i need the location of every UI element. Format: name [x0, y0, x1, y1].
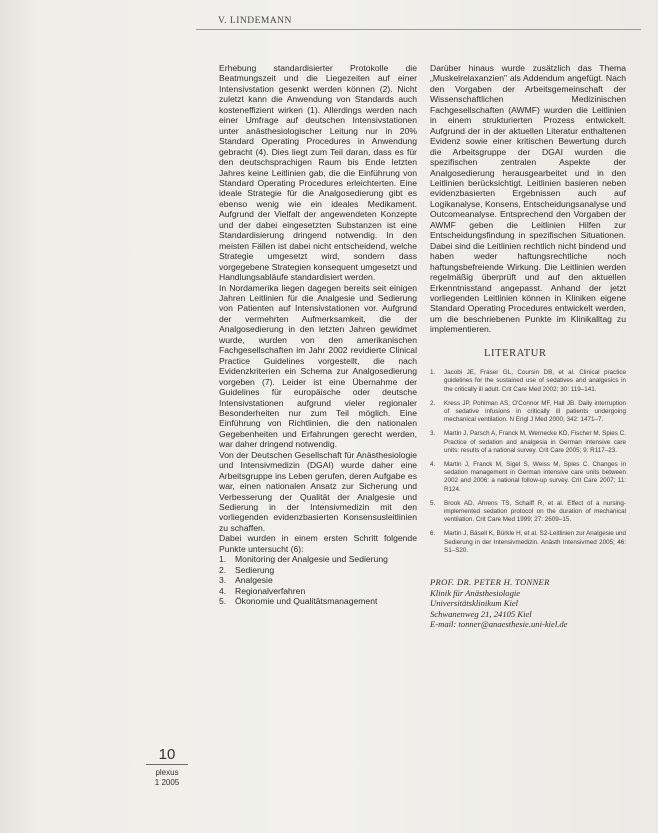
list-item-text: Regionalverfahren: [235, 585, 306, 596]
list-item-number: 4.: [219, 585, 227, 596]
folio-rule: [146, 764, 188, 765]
reference-text: Brook AD, Ahrens TS, Schaiff R, et al. Effect of a nursing-implemented sedation protocol on the duration of mechanical ventilation. Crit Care Med 1999; 27: 2609–15.: [444, 499, 626, 524]
reference-item: [430, 430, 626, 455]
list-item: [219, 554, 417, 564]
reference-item: [430, 400, 626, 425]
list-item-number: 1.: [219, 554, 227, 565]
reference-number: 1.: [430, 369, 436, 377]
author-name: PROF. DR. PETER H. TONNER: [430, 577, 550, 588]
list-item: [219, 565, 417, 575]
body-paragraph: Erhebung standardisierter Protokolle die Beatmungszeit und die Liegezeiten auf einer Intensivstation gesenkt werden können (2). Nicht zuletzt kann die Anwendung von Standards auch kosteneffizient wirken (1). Allerdings werden nach einer Umfrage auf deutschen Intensivstationen unter anästhesiologischer Leitung nur in 20% Standard Operating Procedures in Anwendung gebracht (4). Dies liegt zum Teil daran, dass es für den deutschsprachigen Raum bis Ende letzten Jahres keine Leitlinien gab, die die Einführung von Standard Operating Procedures erleichterten. Eine ideale Strategie für die Analgosedierung gibt es ebenso wenig wie ein ideales Medikament. Aufgrund der Vielfalt der angewendeten Konzepte und der dabei eingesetzten Substanzen ist eine Standardisierung dringend notwendig. In den meisten Fällen ist dabei nicht entscheidend, welche Strategie umgesetzt wird, sondern dass vorgegebene Strategien konsequent umgesetzt und Handlungsabläufe standardisiert werden.: [219, 63, 417, 283]
reference-item: [430, 461, 626, 494]
list-item-text: Monitoring der Analgesie und Sedierung: [235, 554, 388, 565]
page-number: 10: [158, 746, 176, 763]
address-line: Schwanenweg 21, 24105 Kiel: [430, 608, 532, 619]
header-rule: [196, 29, 641, 30]
reference-number: 4.: [430, 461, 436, 469]
reference-text: Martin J, Franck M, Sigel S, Weiss M, Spies C. Changes in sedation management in German intensive care units between 2002 and 2006: a national follow-up survey. Crit Care 2007; 11: R124.: [444, 461, 626, 493]
list-item-number: 2.: [219, 564, 227, 575]
list-item: [219, 586, 417, 596]
reference-text: Kress JP, Pohlman AS, O'Connor MF, Hall JB. Daily interruption of sedative infusions in critically ill patients undergoing mechanical ventilation. N Engl J Med 2000; 342: 1471–7.: [444, 399, 626, 424]
list-item: [219, 575, 417, 585]
reference-text: Martin J, Parsch A, Franck M, Wernecke KD, Fischer M, Spies C. Practice of sedation and analgesia in German intensive care units: results of a national survey. Crit Care 2005; 9: R117–23.: [444, 430, 626, 454]
reference-number: 6.: [430, 530, 436, 538]
body-paragraph: Darüber hinaus wurde zusätzlich das Thema „Muskelrelaxanzien" als Addendum angefügt. Nach den Vorgaben der Arbeitsgemeinschaft der Wissenschaftlichen Medizinischen Fachgesellschaften (AWMF) wurden die Leitlinien in einem strukturierten Prozess entwickelt. Aufgrund der in der aktuellen Literatur enthaltenen Evidenz sowie einer kritischen Bewertung durch die Arbeitsgruppe der DGAI wurden die spezifischen zentralen Aspekte der Analgosedierung herausgearbeitet und in den Leitlinien berücksichtigt. Leitlinien basieren neben evidenzbasierten Ergebnissen auch auf Logikanalyse, Konsens, Entscheidungsanalyse und Outcomeanalyse. Entsprechend den Vorgaben der AWMF geben die Leitlinien Hilfen zur Entscheidungsfindung in spezifischen Situationen. Dabei sind die Leitlinien rechtlich nicht bindend und haben weder haftungsrechtliche noch haftungsbefreiende Wirkung. Die Leitlinien werden regelmäßig überprüft und auf den aktuellen Erkenntnisstand angepasst. Anhand der jetzt vorliegenden Leitlinien können in Kliniken eigene Standard Operating Procedures entwickelt werden, um die beschriebenen Punkte im Klinikalltag zu implementieren.: [430, 63, 626, 335]
reference-text: Jacobi JE, Fraser GL, Coursin DB, et al. Clinical practice guidelines for the sustained use of sedatives and analgesics in the critically ill adult. Crit Care Med 2002; 30: 119–141.: [444, 369, 626, 393]
reference-number: 5.: [430, 499, 436, 507]
body-paragraph: In Nordamerika liegen dagegen bereits seit einigen Jahren Leitlinien für die Analgesie und Sedierung von Patienten auf Intensivstationen vor. Aufgrund der vermehrten Aufmerksamkeit, die der Analgosedierung in den letzten Jahren gewidmet wurde, wurden von den amerikanischen Fachgesellschaften im Jahr 2002 revidierte Clinical Practice Guidelines vorgestellt, die nach Evidenzkriterien ein Schema zur Analgosedierung vorgeben (7). Leider ist eine Übernahme der Guidelines für europäische oder deutsche Intensivstationen aufgrund vieler regionaler Besonderheiten nur zum Teil möglich. Eine Einführung von Richtlinien, die den nationalen Gegebenheiten und Erfahrungen gerecht werden, war daher dringend notwendig.: [219, 282, 417, 450]
reference-item: [430, 500, 626, 525]
reference-text: Martin J, Bäsell K, Bürkle H, et al. S2-Leitlinien zur Analgesie und Sedierung in der Intensivmedizin. Anästh Intensivmed 2005; 46: S1–S20.: [444, 530, 627, 554]
running-head: V. LINDEMANN: [218, 16, 292, 26]
body-paragraph: Von der Deutschen Gesellschaft für Anästhesiologie und Intensivmedizin (DGAI) wurde daher eine Arbeitsgruppe ins Leben gerufen, deren Aufgabe es war, einen nationalen Ansatz zur Sicherung und Verbesserung der Qualität der Analgesie und Sedierung in der Intensivmedizin mit den vorliegenden evidenzbasierten Konsensusleitlinien zu schaffen.: [219, 449, 417, 533]
author-email: E-mail: tonner@anaesthesie.uni-kiel.de: [430, 619, 568, 630]
reference-item: [430, 369, 626, 394]
list-item-text: Analgesie: [235, 575, 273, 586]
list-item-text: Ökonomie und Qualitätsmanagement: [235, 596, 378, 607]
literature-heading: LITERATUR: [484, 347, 547, 359]
body-paragraph: Dabei wurden in einem ersten Schritt folgende Punkte untersucht (6):: [219, 533, 417, 554]
reference-item: [430, 530, 626, 555]
journal-issue: 1 2005: [154, 777, 180, 787]
list-item-number: 5.: [219, 596, 227, 607]
address-line: Universitätsklinikum Kiel: [430, 598, 519, 609]
list-item-text: Sedierung: [235, 564, 275, 575]
page-folio: [146, 747, 188, 787]
author-address: [430, 577, 626, 630]
numbered-list: [219, 554, 417, 606]
journal-name: plexus: [155, 768, 179, 777]
list-item-number: 3.: [219, 575, 227, 586]
list-item: [219, 596, 417, 606]
right-column: [430, 63, 626, 630]
reference-list: [430, 369, 626, 555]
address-line: Klinik für Anästhesiologie: [430, 587, 521, 598]
reference-number: 2.: [430, 399, 436, 407]
reference-number: 3.: [430, 430, 436, 438]
left-column: [219, 63, 417, 607]
